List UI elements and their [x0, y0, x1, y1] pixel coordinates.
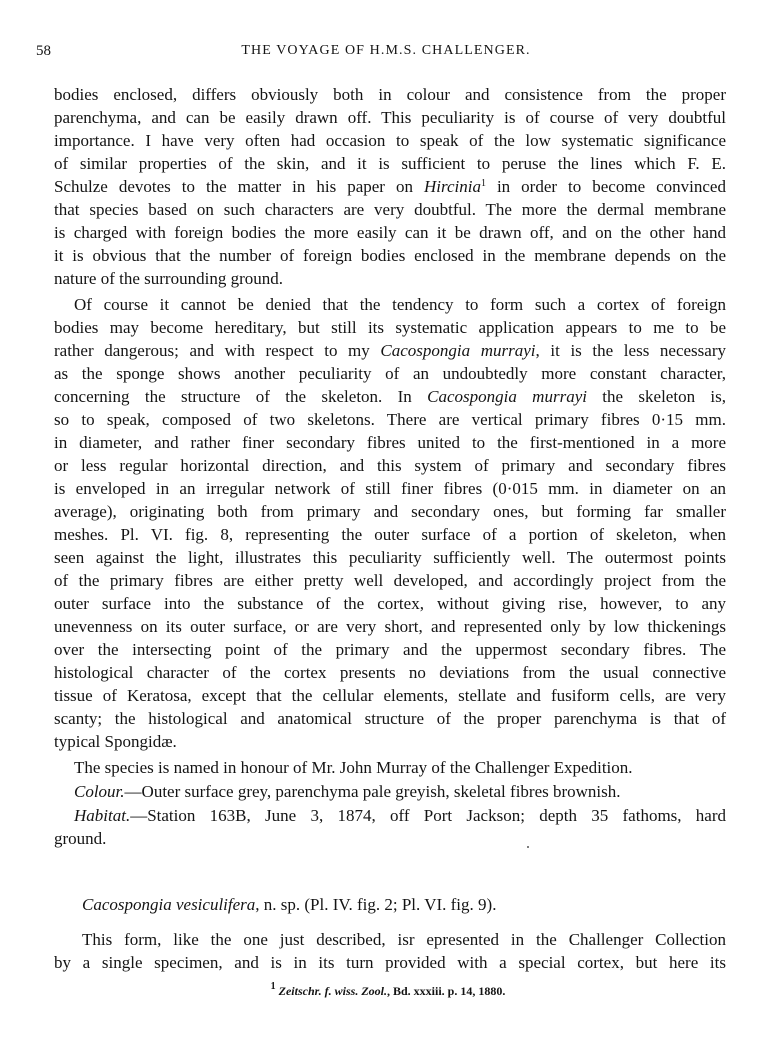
text-line: Schulze devotes to the matter in his paper on Hircinia$^1$ in order to become convinced: [54, 177, 726, 196]
text-line: that species based on such characters are very doubtful. The more the dermal membrane: [54, 200, 726, 219]
footnote-journal: Zeitschr. f. wiss. Zool.: [278, 984, 387, 998]
text-line: parenchyma, and can be easily drawn off. This peculiarity is of course of very doubtful: [54, 108, 726, 127]
footnote-mark: 1: [270, 981, 276, 992]
text-line: This form, like the one just described, isr epresented in the Challenger Collection: [82, 930, 726, 949]
text-line: bodies enclosed, differs obviously both in colour and consistence from the proper: [54, 85, 726, 104]
species-heading-name: Cacospongia vesiculifera: [82, 895, 256, 914]
species-name: Cacospongia murrayi: [427, 387, 587, 406]
text-line: bodies may become hereditary, but still its systematic application appears to me to be: [54, 318, 726, 337]
text-line: of similar properties of the skin, and it is sufficient to peruse the lines which F. E.: [54, 154, 726, 173]
species-heading: Cacospongia vesiculifera, n. sp. (Pl. IV. fig. 2; Pl. VI. fig. 9).: [82, 895, 497, 914]
habitat-line: Habitat.—Station 163B, June 3, 1874, off Port Jackson; depth 35 fathoms, hard: [74, 806, 727, 825]
text-line: over the intersecting point of the primary and the uppermost secondary fibres. The: [54, 640, 726, 659]
text-line: histological character of the cortex presents no deviations from the usual connective: [54, 663, 726, 682]
text-line: in diameter, and rather finer secondary fibres united to the first-mentioned in a more: [54, 433, 726, 452]
text-line: of the primary fibres are either pretty well developed, and accordingly project from the: [54, 571, 726, 590]
text-line: by a single specimen, and is in its turn provided with a special cortex, but here its: [54, 953, 726, 972]
habitat-label: Habitat.: [74, 806, 131, 825]
footnote-citation: , Bd. xxxiii. p. 14, 1880.: [386, 984, 506, 998]
genus-hircinia: Hircinia: [423, 177, 481, 196]
footnote-marker: 1: [480, 178, 486, 189]
text-line: it is obvious that the number of foreign bodies enclosed in the membrane depends on the: [54, 246, 726, 265]
running-head: THE VOYAGE OF H.M.S. CHALLENGER.: [241, 43, 531, 58]
text-line: Of course it cannot be denied that the tendency to form such a cortex of foreign: [74, 295, 726, 314]
text-line: meshes. Pl. VI. fig. 8, representing the outer surface of a portion of skeleton, when: [54, 525, 726, 544]
text-line: average), originating both from primary and secondary ones, but forming far smaller: [54, 502, 726, 521]
colour-line: Colour.—Outer surface grey, parenchyma pale greyish, skeletal fibres brownish.: [74, 782, 621, 801]
text-line: rather dangerous; and with respect to my Cacospongia murrayi, it is the less necessary: [54, 341, 726, 360]
text-line: outer surface into the substance of the cortex, without giving rise, however, to any: [54, 594, 726, 613]
text-line: or less regular horizontal direction, and this system of primary and secondary fibres: [54, 456, 726, 475]
text-line: concerning the structure of the skeleton. In Cacospongia murrayi the skeleton is,: [54, 387, 726, 406]
text-line: is charged with foreign bodies the more easily can it be drawn off, and on the other hand: [54, 223, 726, 242]
print-speck: [527, 846, 529, 848]
text-line: unevenness on its outer surface, or are very short, and represented only by low thickenings: [54, 617, 726, 636]
text-line: nature of the surrounding ground.: [54, 269, 283, 288]
species-name: Cacospongia murrayi: [380, 341, 536, 360]
text-line: importance. I have very often had occasion to speak of the low systematic significance: [54, 131, 726, 150]
text-line: seen against the light, illustrates this peculiarity sufficiently well. The outermost points: [54, 548, 726, 567]
text-line: is enveloped in an irregular network of still finer fibres (0·015 mm. in diameter on an: [54, 479, 726, 498]
text-line: tissue of Keratosa, except that the cellular elements, stellate and fusiform cells, are very: [54, 686, 726, 705]
page-number: 58: [36, 43, 51, 59]
text-line: ground.: [54, 829, 107, 848]
colour-label: Colour.: [74, 782, 125, 801]
text-line: as the sponge shows another peculiarity of an undoubtedly more constant character,: [54, 364, 726, 383]
text-line: scanty; the histological and anatomical structure of the proper parenchyma is that of: [54, 709, 726, 728]
text-line: typical Spongidæ.: [54, 732, 177, 751]
text-line: so to speak, composed of two skeletons. There are vertical primary fibres 0·15 mm.: [54, 410, 726, 429]
footnote: [0, 981, 776, 999]
text-line: The species is named in honour of Mr. John Murray of the Challenger Expedition.: [74, 758, 633, 777]
page-header: [36, 43, 736, 65]
